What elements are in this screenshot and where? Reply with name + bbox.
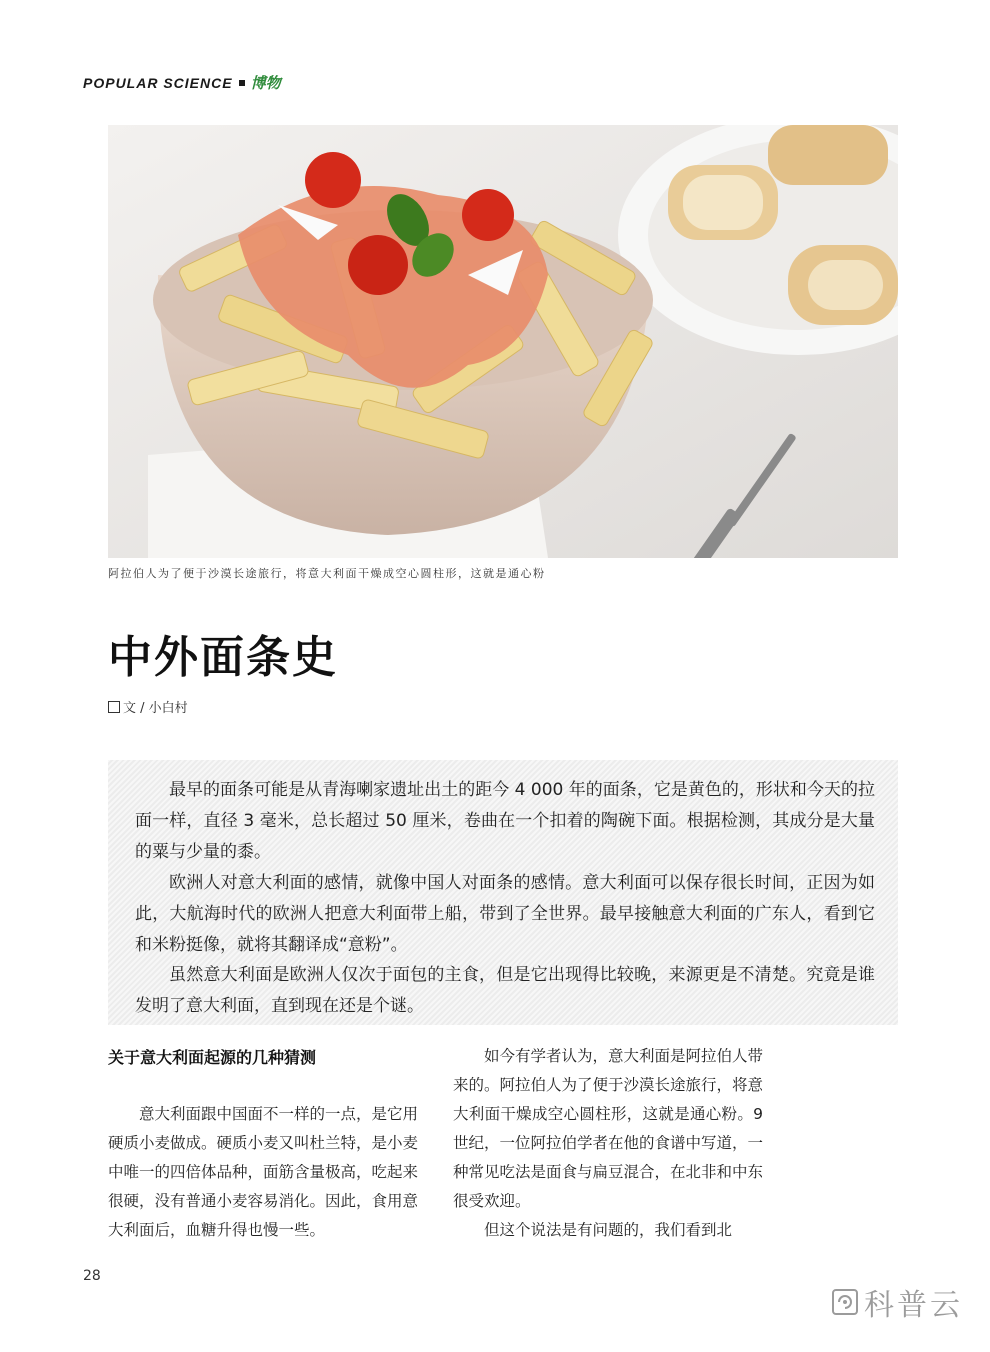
- intro-box: [108, 760, 898, 1025]
- page-number: 28: [83, 1268, 101, 1284]
- watermark: [832, 1280, 963, 1324]
- byline-box-icon: [108, 701, 120, 713]
- pasta-illustration: [108, 125, 898, 558]
- separator-dot: [239, 80, 245, 86]
- section-name-en: POPULAR SCIENCE: [83, 74, 233, 91]
- body-paragraph: 但这个说法是有问题的，我们看到北: [484, 1221, 733, 1239]
- magazine-section-header: [83, 72, 281, 93]
- article-title: 中外面条史: [108, 632, 338, 683]
- body-paragraph: 如今有学者认为，意大利面是阿拉伯人带来的。阿拉伯人为了便于沙漠长途旅行，将意大利面干燥成空心圆柱形，这就是通心粉。9 世纪，一位阿拉伯学者在他的食谱中写道，一种常见吃法是面食与扁豆混合，在北非和中东很受欢迎。: [453, 1047, 764, 1210]
- intro-paragraph: 最早的面条可能是从青海喇家遗址出土的距今 4 000 年的面条，它是黄色的，形状和今天的拉面一样，直径 3 毫米，总长超过 50 厘米，卷曲在一个扣着的陶碗下面。根据检测，其成分是大量的粟与少量的黍。: [135, 780, 875, 862]
- byline-text: 文 / 小白村: [123, 701, 188, 716]
- watermark-logo-icon: [832, 1289, 858, 1315]
- pasta-photo: [108, 125, 898, 558]
- section-name-zh: 博物: [250, 74, 281, 92]
- section-subheading: 关于意大利面起源的几种猜测: [108, 1048, 317, 1067]
- intro-paragraph: 欧洲人对意大利面的感情，就像中国人对面条的感情。意大利面可以保存很长时间，正因为如此，大航海时代的欧洲人把意大利面带上船，带到了全世界。最早接触意大利面的广东人，看到它和米粉挺像，就将其翻译成“意粉”。: [135, 873, 875, 955]
- article-byline: [108, 697, 188, 716]
- intro-paragraph: 虽然意大利面是欧洲人仅次于面包的主食，但是它出现得比较晚，来源更是不清楚。究竟是谁发明了意大利面，直到现在还是个谜。: [135, 965, 875, 1016]
- body-column-right: [453, 1042, 763, 1245]
- photo-caption: 阿拉伯人为了便于沙漠长途旅行，将意大利面干燥成空心圆柱形，这就是通心粉: [108, 567, 546, 580]
- body-column-left: [108, 1100, 418, 1245]
- body-paragraph: 意大利面跟中国面不一样的一点，是它用硬质小麦做成。硬质小麦又叫杜兰特，是小麦中唯一的四倍体品种，面筋含量极高，吃起来很硬，没有普通小麦容易消化。因此，食用意大利面后，血糖升得也慢一些。: [108, 1105, 419, 1239]
- watermark-text: 科普云: [864, 1288, 963, 1323]
